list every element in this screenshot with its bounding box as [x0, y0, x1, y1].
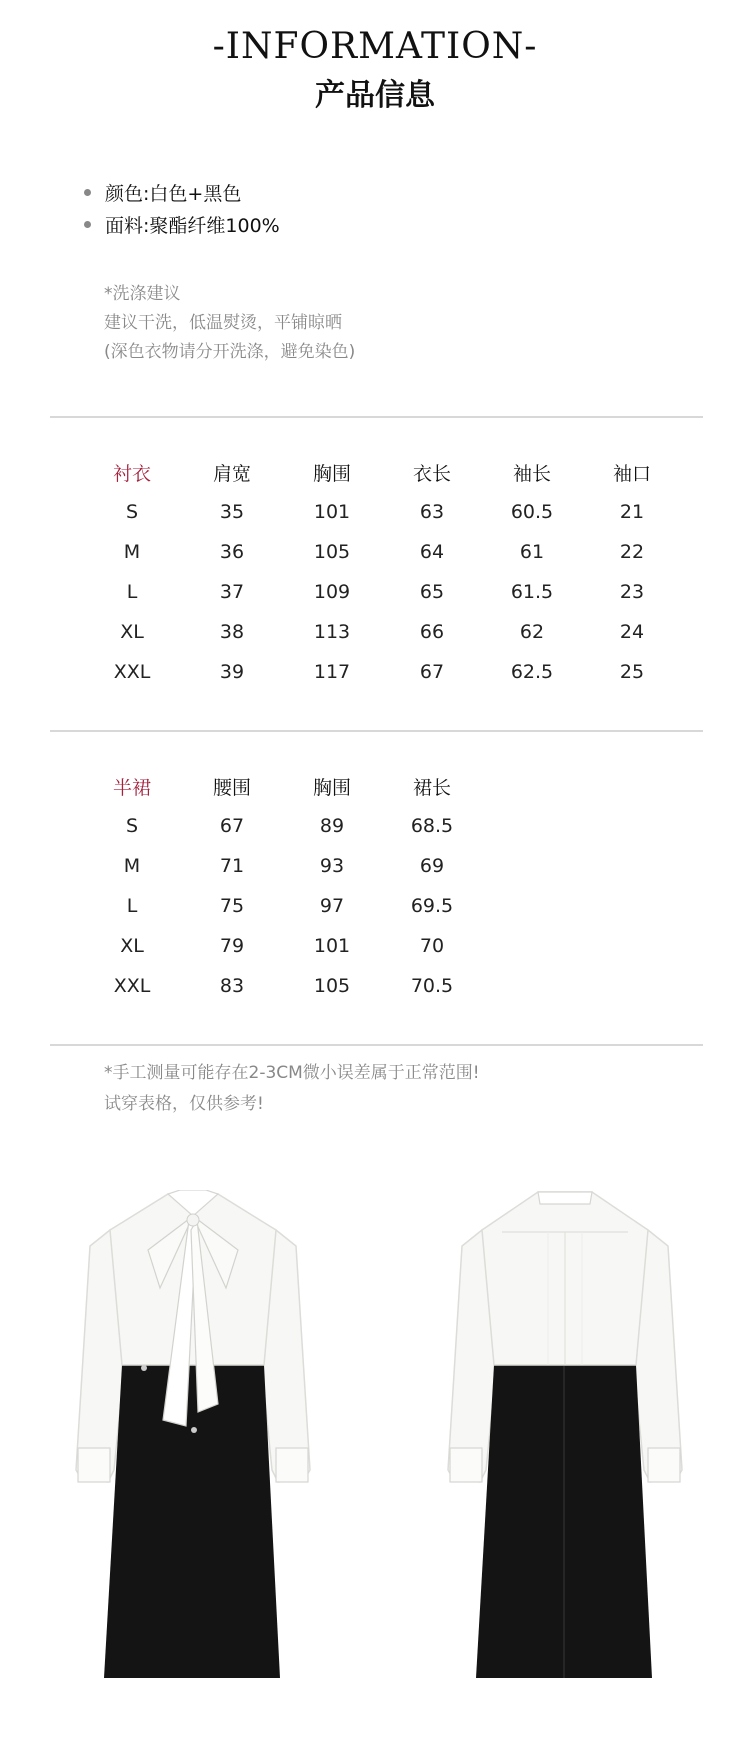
table-cell: 67: [419, 661, 445, 683]
table-cell: 21: [619, 501, 645, 523]
bullet-icon: [84, 221, 91, 228]
table-cell: 36: [219, 541, 245, 563]
note-line: 试穿表格，仅供参考!: [104, 1094, 264, 1114]
table-category: 衬衣: [112, 462, 151, 485]
table-cell: 38: [219, 621, 245, 643]
table-category: 半裙: [112, 776, 151, 799]
table-cell: 75: [219, 895, 245, 917]
bullet-icon: [84, 189, 91, 196]
table-cell: 24: [619, 621, 645, 643]
size-label: L: [126, 581, 138, 603]
size-label: S: [125, 815, 139, 837]
table-cell: 101: [313, 501, 351, 523]
table-cell: 68.5: [410, 815, 454, 837]
table-header: 袖口: [612, 462, 651, 485]
table-cell: 63: [419, 501, 445, 523]
note-line: *手工测量可能存在2-3CM微小误差属于正常范围!: [104, 1063, 480, 1083]
table-cell: 97: [319, 895, 345, 917]
attribute-item: [84, 208, 280, 240]
shirt-size-table: [82, 452, 682, 692]
table-row: [82, 652, 682, 692]
table-cell: 69.5: [410, 895, 454, 917]
skirt-size-table: [82, 766, 482, 1006]
table-cell: 62.5: [510, 661, 554, 683]
table-cell: 61: [519, 541, 545, 563]
table-row: [82, 492, 682, 532]
care-title: *洗涤建议: [104, 284, 181, 304]
care-line: (深色衣物请分开洗涤，避免染色): [104, 342, 356, 362]
table-row: [82, 612, 682, 652]
table-cell: 70: [419, 935, 445, 957]
table-header-row: [82, 766, 482, 806]
table-row: [82, 966, 482, 1006]
table-cell: 113: [313, 621, 351, 643]
attribute-list: [84, 176, 280, 240]
size-label: M: [123, 541, 141, 563]
table-cell: 61.5: [510, 581, 554, 603]
size-label: S: [125, 501, 139, 523]
attribute-fabric: 面料:聚酯纤维100%: [105, 214, 280, 237]
table-cell: 93: [319, 855, 345, 877]
table-cell: 23: [619, 581, 645, 603]
table-header: 衣长: [412, 462, 451, 485]
table-cell: 105: [313, 975, 351, 997]
product-back-image: [440, 1190, 690, 1690]
table-cell: 62: [519, 621, 545, 643]
table-cell: 69: [419, 855, 445, 877]
table-cell: 39: [219, 661, 245, 683]
table-row: [82, 532, 682, 572]
title-chinese: 产品信息: [315, 78, 435, 113]
table-cell: 105: [313, 541, 351, 563]
table-cell: 83: [219, 975, 245, 997]
size-label: XL: [120, 935, 144, 957]
table-row: [82, 846, 482, 886]
size-label: L: [126, 895, 138, 917]
attribute-item: [84, 176, 280, 208]
table-cell: 25: [619, 661, 645, 683]
size-label: XXL: [113, 661, 151, 683]
table-header: 袖长: [512, 462, 551, 485]
table-cell: 79: [219, 935, 245, 957]
measurement-note: [104, 1058, 480, 1120]
title-english: -INFORMATION-: [212, 26, 538, 67]
table-row: [82, 926, 482, 966]
table-cell: 22: [619, 541, 645, 563]
table-header: 裙长: [412, 776, 451, 799]
divider: [50, 1044, 703, 1046]
table-header: 胸围: [312, 776, 351, 799]
table-cell: 71: [219, 855, 245, 877]
care-line: 建议干洗，低温熨烫，平铺晾晒: [104, 313, 342, 333]
care-instructions: [104, 280, 355, 367]
size-label: XXL: [113, 975, 151, 997]
table-cell: 64: [419, 541, 445, 563]
product-front-image: [68, 1190, 318, 1690]
table-cell: 109: [313, 581, 351, 603]
table-cell: 37: [219, 581, 245, 603]
table-header: 肩宽: [212, 462, 251, 485]
table-row: [82, 886, 482, 926]
divider: [50, 416, 703, 418]
divider: [50, 730, 703, 732]
table-cell: 117: [313, 661, 351, 683]
table-cell: 65: [419, 581, 445, 603]
table-cell: 66: [419, 621, 445, 643]
table-cell: 35: [219, 501, 245, 523]
table-cell: 67: [219, 815, 245, 837]
table-header: 胸围: [312, 462, 351, 485]
table-cell: 101: [313, 935, 351, 957]
size-label: XL: [120, 621, 144, 643]
table-header: 腰围: [212, 776, 251, 799]
table-row: [82, 572, 682, 612]
table-row: [82, 806, 482, 846]
size-label: M: [123, 855, 141, 877]
table-cell: 89: [319, 815, 345, 837]
table-header-row: [82, 452, 682, 492]
attribute-color: 颜色:白色+黑色: [105, 182, 242, 205]
table-cell: 70.5: [410, 975, 454, 997]
table-cell: 60.5: [510, 501, 554, 523]
